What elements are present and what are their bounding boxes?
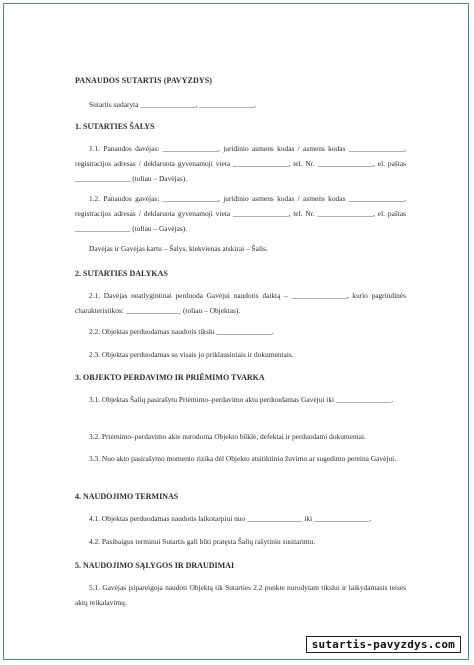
section-2-heading: 2. SUTARTIES DALYKAS [75,269,168,278]
section-4-heading: 4. NAUDOJIMO TERMINAS [75,492,179,501]
clause-1-2: 1.2. Panaudos gavėjas: _______________, juridinio asmens kodas / asmens kodas _______________, registracijos adresas / deklaruota gyvenamoji vieta _______________, tel. Nr. _______________, el. paštas _______________ (toliau – Gavėjas). [75,194,406,233]
clause-2-2: 2.2. Objektas perduodamas naudotis tikslu _______________. [89,327,274,336]
site-watermark[interactable]: sutartis-pavyzdys.com [306,636,461,653]
intro-line: Sutartis sudaryta _______________, _______________. [89,100,257,109]
clause-4-2: 4.2. Pasibaigus terminui Sutartis gali būti pratęsta Šalių rašytiniu susitarimu. [89,537,316,546]
clause-4-1: 4.1. Objektas perduodamas naudotis laikotarpiui nuo _______________ iki _______________. [89,514,372,523]
section-5-heading: 5. NAUDOJIMO SĄLYGOS IR DRAUDIMAI [75,561,235,570]
clause-5-1: 5.1. Gavėjas įsipareigoja naudoti Objektą tik Sutarties 2.2 punkte nurodytam tikslui ir laikydamasis teisės aktų reikalavimų. [75,583,406,607]
clause-2-3: 2.3. Objektas perduodamas su visais jo priklausiniais ir dokumentais. [89,350,294,359]
section-1-heading: 1. SUTARTIES ŠALYS [75,122,155,131]
clause-3-1: 3.1. Objektas Šalių pasirašytu Priėmimo–perdavimo aktu perduodamas Gavėjui iki _______________. [89,395,394,404]
document-page [3,3,469,660]
section-3-heading: 3. OBJEKTO PERDAVIMO IR PRIĖMIMO TVARKA [75,373,265,382]
clause-2-1: 2.1. Davėjas neatlygintinai perduoda Gavėjui naudotis daiktą – _______________, kurio pagrindinės charakteristikos: _______________ (toliau – Objektas). [75,291,406,315]
clause-1-parties: Davėjas ir Gavėjas kartu – Šalys, kiekvienas atskirai – Šalis. [89,244,268,253]
clause-3-2: 3.2. Priėmimo–perdavimo akte nurodoma Objekto būklė, defektai ir perduodami dokumentai. [89,432,366,441]
clause-1-1: 1.1. Panaudos davėjas: _______________, juridinio asmens kodas / asmens kodas _______________, registracijos adresas / deklaruota gyvenamoji vieta _______________, tel. Nr. _______________, el. paštas _______________ (toliau – Davėjas). [75,144,406,183]
document-title: PANAUDOS SUTARTIS (PAVYZDYS) [75,76,213,85]
clause-3-3: 3.3. Nuo akto pasirašymo momento rizika dėl Objekto atsitiktinio žuvimo ar sugedimo pereina Gavėjui. [89,454,397,463]
